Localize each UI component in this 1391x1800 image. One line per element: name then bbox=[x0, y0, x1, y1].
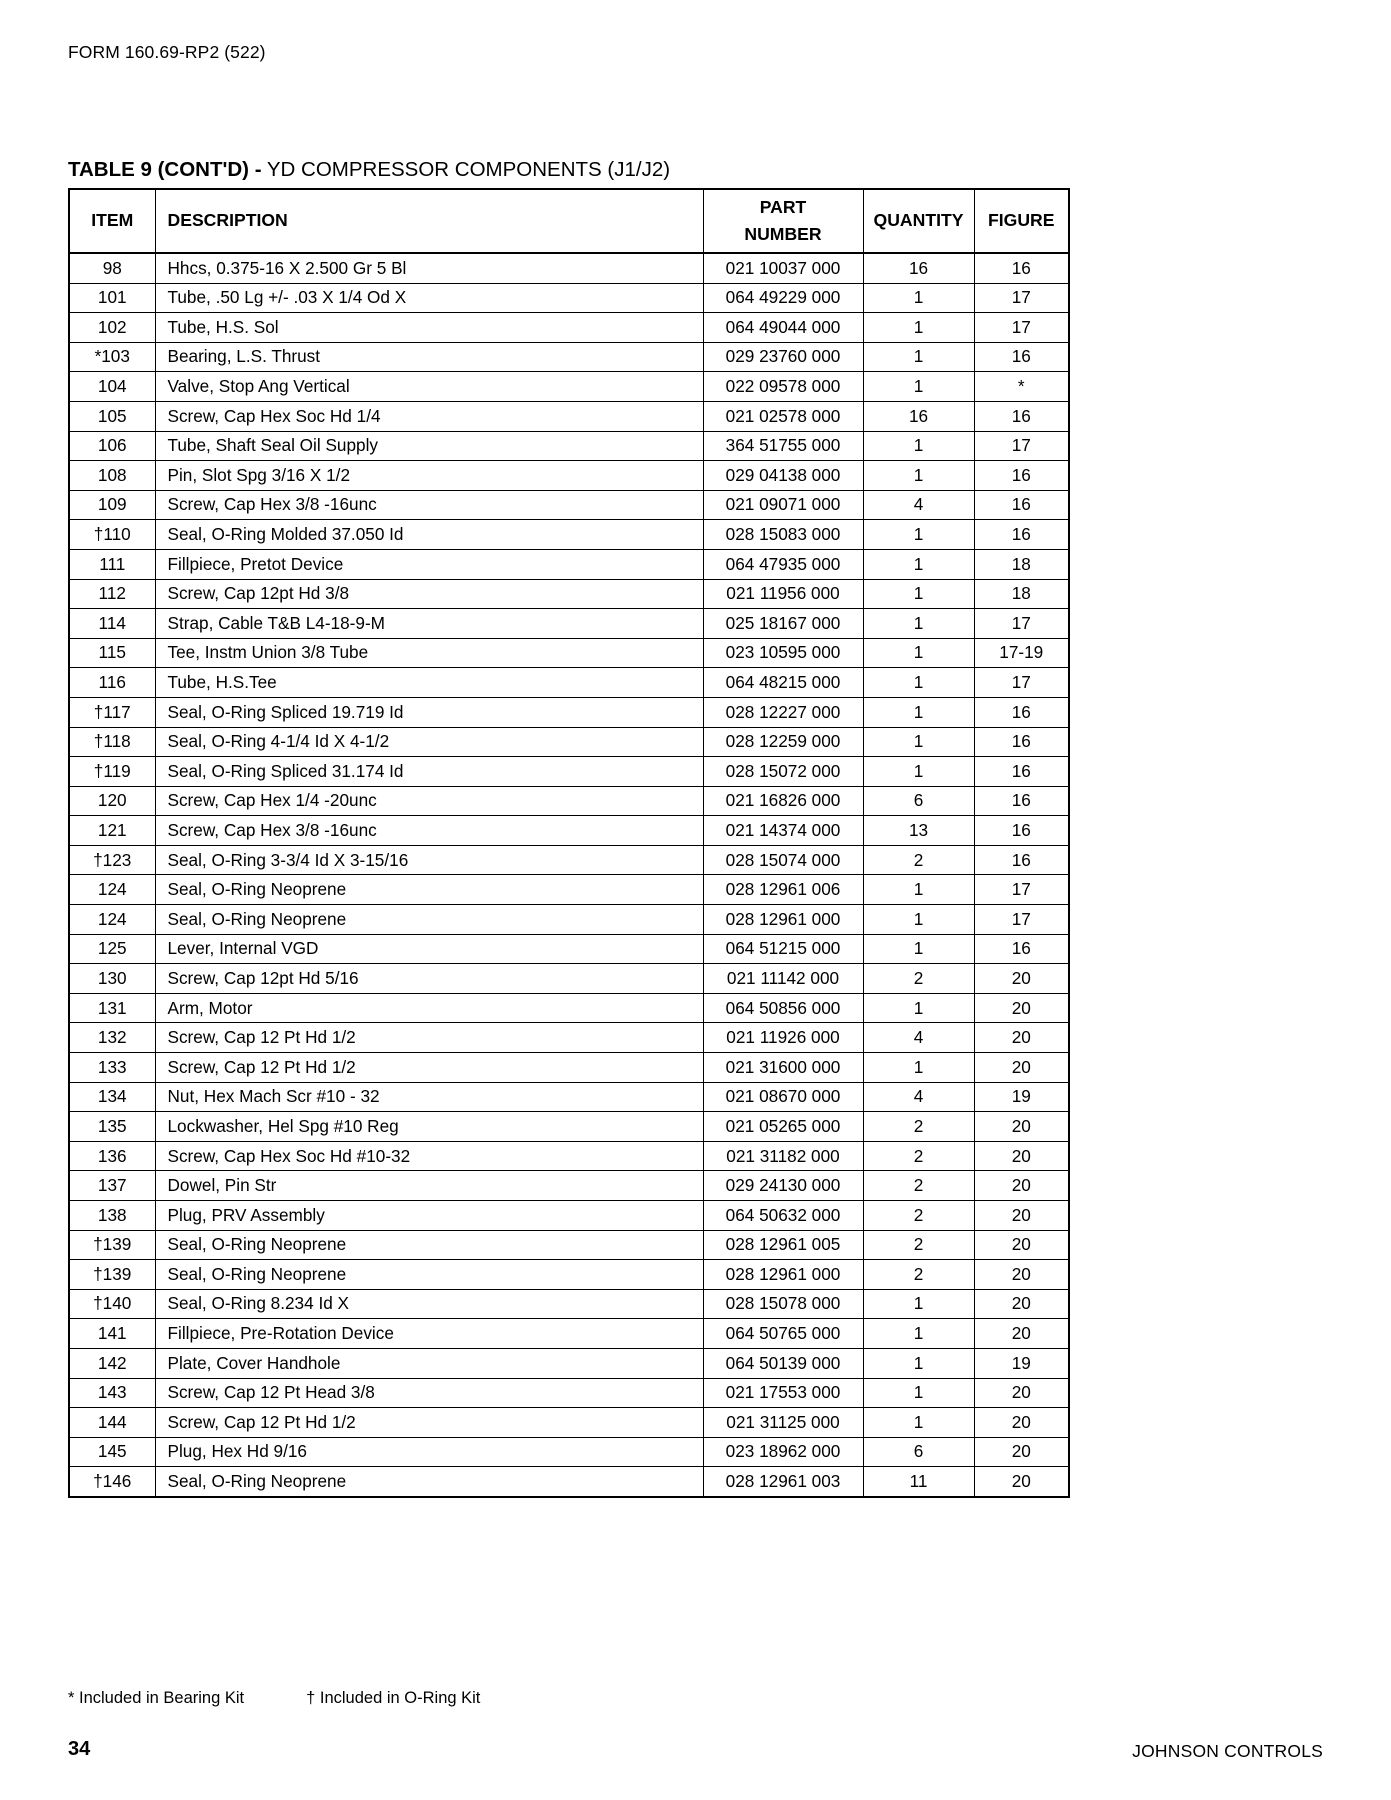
cell-item: 102 bbox=[69, 313, 155, 343]
cell-item: 131 bbox=[69, 993, 155, 1023]
column-header-part-line2: NUMBER bbox=[744, 224, 822, 244]
cell-figure: 18 bbox=[974, 549, 1069, 579]
cell-description: Strap, Cable T&B L4-18-9-M bbox=[155, 609, 703, 639]
cell-part-number: 021 31125 000 bbox=[703, 1408, 863, 1438]
table-row bbox=[69, 1023, 1069, 1053]
cell-figure: 16 bbox=[974, 401, 1069, 431]
cell-description: Hhcs, 0.375-16 X 2.500 Gr 5 Bl bbox=[155, 253, 703, 283]
cell-quantity: 6 bbox=[863, 786, 974, 816]
parts-table-container bbox=[68, 188, 1068, 1498]
table-row bbox=[69, 964, 1069, 994]
table-row bbox=[69, 1082, 1069, 1112]
cell-item: 134 bbox=[69, 1082, 155, 1112]
cell-figure: 17 bbox=[974, 875, 1069, 905]
cell-description: Dowel, Pin Str bbox=[155, 1171, 703, 1201]
column-header-item: ITEM bbox=[69, 189, 155, 253]
cell-description: Seal, O-Ring Molded 37.050 Id bbox=[155, 520, 703, 550]
cell-description: Screw, Cap 12 Pt Hd 1/2 bbox=[155, 1053, 703, 1083]
table-row bbox=[69, 431, 1069, 461]
cell-description: Tee, Instm Union 3/8 Tube bbox=[155, 638, 703, 668]
table-row bbox=[69, 1348, 1069, 1378]
cell-item: 137 bbox=[69, 1171, 155, 1201]
cell-figure: 20 bbox=[974, 1171, 1069, 1201]
table-title-bold: TABLE 9 (CONT'D) - bbox=[68, 158, 262, 181]
cell-quantity: 1 bbox=[863, 1053, 974, 1083]
cell-item: 124 bbox=[69, 875, 155, 905]
cell-description: Fillpiece, Pretot Device bbox=[155, 549, 703, 579]
cell-figure: 17 bbox=[974, 313, 1069, 343]
cell-quantity: 1 bbox=[863, 668, 974, 698]
cell-quantity: 1 bbox=[863, 1319, 974, 1349]
cell-part-number: 029 24130 000 bbox=[703, 1171, 863, 1201]
cell-description: Plug, Hex Hd 9/16 bbox=[155, 1437, 703, 1467]
cell-item: †139 bbox=[69, 1260, 155, 1290]
table-row bbox=[69, 372, 1069, 402]
cell-description: Arm, Motor bbox=[155, 993, 703, 1023]
cell-description: Screw, Cap 12 Pt Hd 1/2 bbox=[155, 1023, 703, 1053]
table-title-rest: YD COMPRESSOR COMPONENTS (J1/J2) bbox=[261, 158, 671, 181]
cell-figure: 20 bbox=[974, 1289, 1069, 1319]
cell-figure: 20 bbox=[974, 1378, 1069, 1408]
cell-part-number: 364 51755 000 bbox=[703, 431, 863, 461]
cell-item: 108 bbox=[69, 461, 155, 491]
table-row bbox=[69, 253, 1069, 283]
cell-description: Seal, O-Ring Neoprene bbox=[155, 1260, 703, 1290]
table-row bbox=[69, 1437, 1069, 1467]
table-row bbox=[69, 1467, 1069, 1497]
cell-item: 143 bbox=[69, 1378, 155, 1408]
cell-item: 121 bbox=[69, 816, 155, 846]
table-row bbox=[69, 638, 1069, 668]
cell-quantity: 1 bbox=[863, 283, 974, 313]
cell-item: †117 bbox=[69, 697, 155, 727]
cell-description: Pin, Slot Spg 3/16 X 1/2 bbox=[155, 461, 703, 491]
cell-description: Valve, Stop Ang Vertical bbox=[155, 372, 703, 402]
table-row bbox=[69, 845, 1069, 875]
cell-quantity: 1 bbox=[863, 461, 974, 491]
footnotes bbox=[68, 1689, 480, 1708]
cell-part-number: 021 02578 000 bbox=[703, 401, 863, 431]
cell-item: 98 bbox=[69, 253, 155, 283]
cell-description: Seal, O-Ring 8.234 Id X bbox=[155, 1289, 703, 1319]
cell-part-number: 064 47935 000 bbox=[703, 549, 863, 579]
cell-description: Seal, O-Ring 4-1/4 Id X 4-1/2 bbox=[155, 727, 703, 757]
table-header-row bbox=[69, 189, 1069, 253]
cell-part-number: 064 50139 000 bbox=[703, 1348, 863, 1378]
cell-quantity: 4 bbox=[863, 490, 974, 520]
cell-item: †139 bbox=[69, 1230, 155, 1260]
cell-quantity: 1 bbox=[863, 697, 974, 727]
cell-description: Tube, Shaft Seal Oil Supply bbox=[155, 431, 703, 461]
column-header-part-number bbox=[703, 189, 863, 253]
cell-part-number: 025 18167 000 bbox=[703, 609, 863, 639]
table-row bbox=[69, 490, 1069, 520]
cell-item: 106 bbox=[69, 431, 155, 461]
cell-item: 111 bbox=[69, 549, 155, 579]
cell-description: Lever, Internal VGD bbox=[155, 934, 703, 964]
cell-item: †118 bbox=[69, 727, 155, 757]
cell-item: 141 bbox=[69, 1319, 155, 1349]
table-row bbox=[69, 727, 1069, 757]
table-row bbox=[69, 1171, 1069, 1201]
cell-description: Bearing, L.S. Thrust bbox=[155, 342, 703, 372]
cell-description: Tube, .50 Lg +/- .03 X 1/4 Od X bbox=[155, 283, 703, 313]
cell-item: 116 bbox=[69, 668, 155, 698]
cell-quantity: 1 bbox=[863, 1378, 974, 1408]
cell-figure: 20 bbox=[974, 1141, 1069, 1171]
table-row bbox=[69, 905, 1069, 935]
cell-part-number: 028 12227 000 bbox=[703, 697, 863, 727]
cell-description: Screw, Cap Hex 3/8 -16unc bbox=[155, 816, 703, 846]
column-header-figure: FIGURE bbox=[974, 189, 1069, 253]
table-header bbox=[69, 189, 1069, 253]
column-header-quantity: QUANTITY bbox=[863, 189, 974, 253]
table-row bbox=[69, 1053, 1069, 1083]
cell-item: †140 bbox=[69, 1289, 155, 1319]
cell-description: Nut, Hex Mach Scr #10 - 32 bbox=[155, 1082, 703, 1112]
cell-figure: 17 bbox=[974, 905, 1069, 935]
cell-quantity: 4 bbox=[863, 1082, 974, 1112]
cell-item: 125 bbox=[69, 934, 155, 964]
cell-quantity: 13 bbox=[863, 816, 974, 846]
cell-figure: 20 bbox=[974, 993, 1069, 1023]
cell-description: Seal, O-Ring Neoprene bbox=[155, 1230, 703, 1260]
table-row bbox=[69, 520, 1069, 550]
cell-item: †110 bbox=[69, 520, 155, 550]
cell-figure: 20 bbox=[974, 1260, 1069, 1290]
cell-item: 130 bbox=[69, 964, 155, 994]
table-row bbox=[69, 1201, 1069, 1231]
cell-description: Screw, Cap Hex Soc Hd #10-32 bbox=[155, 1141, 703, 1171]
cell-quantity: 1 bbox=[863, 875, 974, 905]
cell-figure: 20 bbox=[974, 1053, 1069, 1083]
cell-part-number: 021 14374 000 bbox=[703, 816, 863, 846]
cell-description: Lockwasher, Hel Spg #10 Reg bbox=[155, 1112, 703, 1142]
cell-quantity: 11 bbox=[863, 1467, 974, 1497]
cell-part-number: 021 10037 000 bbox=[703, 253, 863, 283]
table-row bbox=[69, 313, 1069, 343]
table-row bbox=[69, 757, 1069, 787]
cell-part-number: 021 11142 000 bbox=[703, 964, 863, 994]
table-row bbox=[69, 697, 1069, 727]
cell-quantity: 1 bbox=[863, 757, 974, 787]
cell-quantity: 2 bbox=[863, 1171, 974, 1201]
cell-item: 114 bbox=[69, 609, 155, 639]
cell-part-number: 021 11926 000 bbox=[703, 1023, 863, 1053]
table-row bbox=[69, 549, 1069, 579]
cell-quantity: 1 bbox=[863, 1408, 974, 1438]
cell-figure: 20 bbox=[974, 1408, 1069, 1438]
cell-part-number: 021 16826 000 bbox=[703, 786, 863, 816]
table-row bbox=[69, 1319, 1069, 1349]
table-row bbox=[69, 1289, 1069, 1319]
table-row bbox=[69, 816, 1069, 846]
cell-quantity: 2 bbox=[863, 964, 974, 994]
cell-item: 101 bbox=[69, 283, 155, 313]
cell-part-number: 023 18962 000 bbox=[703, 1437, 863, 1467]
cell-figure: * bbox=[974, 372, 1069, 402]
cell-part-number: 021 11956 000 bbox=[703, 579, 863, 609]
cell-item: 105 bbox=[69, 401, 155, 431]
cell-figure: 19 bbox=[974, 1348, 1069, 1378]
cell-figure: 20 bbox=[974, 1201, 1069, 1231]
cell-part-number: 064 50632 000 bbox=[703, 1201, 863, 1231]
cell-quantity: 1 bbox=[863, 372, 974, 402]
cell-figure: 20 bbox=[974, 1112, 1069, 1142]
cell-item: 109 bbox=[69, 490, 155, 520]
table-row bbox=[69, 668, 1069, 698]
cell-figure: 16 bbox=[974, 697, 1069, 727]
cell-description: Tube, H.S.Tee bbox=[155, 668, 703, 698]
cell-figure: 17 bbox=[974, 283, 1069, 313]
cell-quantity: 2 bbox=[863, 1230, 974, 1260]
cell-figure: 16 bbox=[974, 490, 1069, 520]
cell-quantity: 1 bbox=[863, 727, 974, 757]
table-row bbox=[69, 342, 1069, 372]
cell-item: †119 bbox=[69, 757, 155, 787]
cell-quantity: 6 bbox=[863, 1437, 974, 1467]
cell-item: 120 bbox=[69, 786, 155, 816]
cell-quantity: 2 bbox=[863, 1260, 974, 1290]
table-row bbox=[69, 993, 1069, 1023]
column-header-part-line1: PART bbox=[759, 196, 807, 217]
cell-description: Screw, Cap Hex Soc Hd 1/4 bbox=[155, 401, 703, 431]
cell-figure: 16 bbox=[974, 786, 1069, 816]
cell-quantity: 1 bbox=[863, 905, 974, 935]
cell-description: Screw, Cap 12pt Hd 5/16 bbox=[155, 964, 703, 994]
cell-figure: 16 bbox=[974, 757, 1069, 787]
table-row bbox=[69, 283, 1069, 313]
table-row bbox=[69, 609, 1069, 639]
table-row bbox=[69, 1112, 1069, 1142]
cell-description: Seal, O-Ring Neoprene bbox=[155, 1467, 703, 1497]
footnote-oring-kit: † Included in O-Ring Kit bbox=[306, 1689, 481, 1707]
cell-part-number: 022 09578 000 bbox=[703, 372, 863, 402]
table-row bbox=[69, 461, 1069, 491]
table-row bbox=[69, 875, 1069, 905]
cell-item: *103 bbox=[69, 342, 155, 372]
cell-part-number: 028 12961 000 bbox=[703, 1260, 863, 1290]
table-row bbox=[69, 579, 1069, 609]
cell-item: †123 bbox=[69, 845, 155, 875]
cell-figure: 16 bbox=[974, 253, 1069, 283]
cell-figure: 20 bbox=[974, 1319, 1069, 1349]
cell-item: 124 bbox=[69, 905, 155, 935]
cell-part-number: 021 05265 000 bbox=[703, 1112, 863, 1142]
table-row bbox=[69, 786, 1069, 816]
table-row bbox=[69, 401, 1069, 431]
cell-quantity: 1 bbox=[863, 342, 974, 372]
cell-quantity: 2 bbox=[863, 1141, 974, 1171]
cell-quantity: 1 bbox=[863, 520, 974, 550]
cell-quantity: 1 bbox=[863, 993, 974, 1023]
cell-part-number: 028 12961 003 bbox=[703, 1467, 863, 1497]
cell-item: 104 bbox=[69, 372, 155, 402]
cell-figure: 16 bbox=[974, 934, 1069, 964]
cell-quantity: 1 bbox=[863, 431, 974, 461]
cell-figure: 17 bbox=[974, 609, 1069, 639]
cell-figure: 20 bbox=[974, 1467, 1069, 1497]
cell-figure: 16 bbox=[974, 727, 1069, 757]
cell-description: Seal, O-Ring Neoprene bbox=[155, 905, 703, 935]
cell-part-number: 064 48215 000 bbox=[703, 668, 863, 698]
cell-description: Tube, H.S. Sol bbox=[155, 313, 703, 343]
cell-item: 115 bbox=[69, 638, 155, 668]
cell-description: Screw, Cap 12pt Hd 3/8 bbox=[155, 579, 703, 609]
cell-figure: 17 bbox=[974, 431, 1069, 461]
page-number: 34 bbox=[68, 1738, 91, 1760]
cell-part-number: 021 17553 000 bbox=[703, 1378, 863, 1408]
cell-item: 112 bbox=[69, 579, 155, 609]
cell-item: †146 bbox=[69, 1467, 155, 1497]
cell-part-number: 023 10595 000 bbox=[703, 638, 863, 668]
cell-part-number: 021 31600 000 bbox=[703, 1053, 863, 1083]
cell-part-number: 064 49044 000 bbox=[703, 313, 863, 343]
cell-part-number: 028 15072 000 bbox=[703, 757, 863, 787]
cell-quantity: 1 bbox=[863, 934, 974, 964]
cell-part-number: 021 08670 000 bbox=[703, 1082, 863, 1112]
cell-quantity: 1 bbox=[863, 638, 974, 668]
cell-part-number: 029 04138 000 bbox=[703, 461, 863, 491]
table-row bbox=[69, 1378, 1069, 1408]
cell-figure: 16 bbox=[974, 461, 1069, 491]
cell-figure: 16 bbox=[974, 520, 1069, 550]
cell-item: 132 bbox=[69, 1023, 155, 1053]
cell-figure: 18 bbox=[974, 579, 1069, 609]
cell-quantity: 2 bbox=[863, 1112, 974, 1142]
cell-description: Seal, O-Ring Spliced 19.719 Id bbox=[155, 697, 703, 727]
cell-part-number: 028 12961 005 bbox=[703, 1230, 863, 1260]
cell-description: Plate, Cover Handhole bbox=[155, 1348, 703, 1378]
table-row bbox=[69, 1408, 1069, 1438]
page-title bbox=[68, 158, 670, 182]
cell-figure: 17-19 bbox=[974, 638, 1069, 668]
table-body bbox=[69, 253, 1069, 1497]
cell-quantity: 1 bbox=[863, 549, 974, 579]
cell-part-number: 064 51215 000 bbox=[703, 934, 863, 964]
form-code: FORM 160.69-RP2 (522) bbox=[68, 42, 266, 62]
cell-description: Fillpiece, Pre-Rotation Device bbox=[155, 1319, 703, 1349]
cell-figure: 19 bbox=[974, 1082, 1069, 1112]
cell-item: 144 bbox=[69, 1408, 155, 1438]
cell-part-number: 028 12961 006 bbox=[703, 875, 863, 905]
cell-description: Seal, O-Ring Neoprene bbox=[155, 875, 703, 905]
cell-item: 142 bbox=[69, 1348, 155, 1378]
parts-table bbox=[68, 188, 1070, 1498]
cell-part-number: 028 15083 000 bbox=[703, 520, 863, 550]
cell-figure: 16 bbox=[974, 845, 1069, 875]
cell-figure: 17 bbox=[974, 668, 1069, 698]
cell-quantity: 1 bbox=[863, 579, 974, 609]
cell-part-number: 028 15078 000 bbox=[703, 1289, 863, 1319]
cell-quantity: 1 bbox=[863, 609, 974, 639]
cell-quantity: 2 bbox=[863, 845, 974, 875]
cell-figure: 16 bbox=[974, 816, 1069, 846]
cell-figure: 20 bbox=[974, 1230, 1069, 1260]
cell-description: Seal, O-Ring Spliced 31.174 Id bbox=[155, 757, 703, 787]
cell-part-number: 064 49229 000 bbox=[703, 283, 863, 313]
cell-part-number: 064 50765 000 bbox=[703, 1319, 863, 1349]
column-header-description: DESCRIPTION bbox=[155, 189, 703, 253]
cell-item: 138 bbox=[69, 1201, 155, 1231]
cell-quantity: 4 bbox=[863, 1023, 974, 1053]
cell-description: Screw, Cap Hex 1/4 -20unc bbox=[155, 786, 703, 816]
cell-item: 133 bbox=[69, 1053, 155, 1083]
cell-quantity: 2 bbox=[863, 1201, 974, 1231]
cell-item: 136 bbox=[69, 1141, 155, 1171]
cell-quantity: 1 bbox=[863, 1348, 974, 1378]
cell-item: 145 bbox=[69, 1437, 155, 1467]
cell-quantity: 1 bbox=[863, 1289, 974, 1319]
company-name: JOHNSON CONTROLS bbox=[1132, 1741, 1323, 1761]
cell-part-number: 021 09071 000 bbox=[703, 490, 863, 520]
cell-quantity: 1 bbox=[863, 313, 974, 343]
cell-item: 135 bbox=[69, 1112, 155, 1142]
table-row bbox=[69, 934, 1069, 964]
cell-part-number: 064 50856 000 bbox=[703, 993, 863, 1023]
footnote-bearing-kit: * Included in Bearing Kit bbox=[68, 1689, 245, 1707]
cell-description: Plug, PRV Assembly bbox=[155, 1201, 703, 1231]
cell-part-number: 028 15074 000 bbox=[703, 845, 863, 875]
cell-description: Screw, Cap 12 Pt Hd 1/2 bbox=[155, 1408, 703, 1438]
cell-part-number: 028 12259 000 bbox=[703, 727, 863, 757]
cell-part-number: 028 12961 000 bbox=[703, 905, 863, 935]
cell-quantity: 16 bbox=[863, 401, 974, 431]
cell-figure: 20 bbox=[974, 964, 1069, 994]
cell-description: Screw, Cap Hex 3/8 -16unc bbox=[155, 490, 703, 520]
cell-part-number: 021 31182 000 bbox=[703, 1141, 863, 1171]
cell-part-number: 029 23760 000 bbox=[703, 342, 863, 372]
cell-figure: 20 bbox=[974, 1437, 1069, 1467]
cell-figure: 16 bbox=[974, 342, 1069, 372]
cell-figure: 20 bbox=[974, 1023, 1069, 1053]
table-row bbox=[69, 1141, 1069, 1171]
table-row bbox=[69, 1230, 1069, 1260]
cell-description: Screw, Cap 12 Pt Head 3/8 bbox=[155, 1378, 703, 1408]
cell-description: Seal, O-Ring 3-3/4 Id X 3-15/16 bbox=[155, 845, 703, 875]
table-row bbox=[69, 1260, 1069, 1290]
cell-quantity: 16 bbox=[863, 253, 974, 283]
